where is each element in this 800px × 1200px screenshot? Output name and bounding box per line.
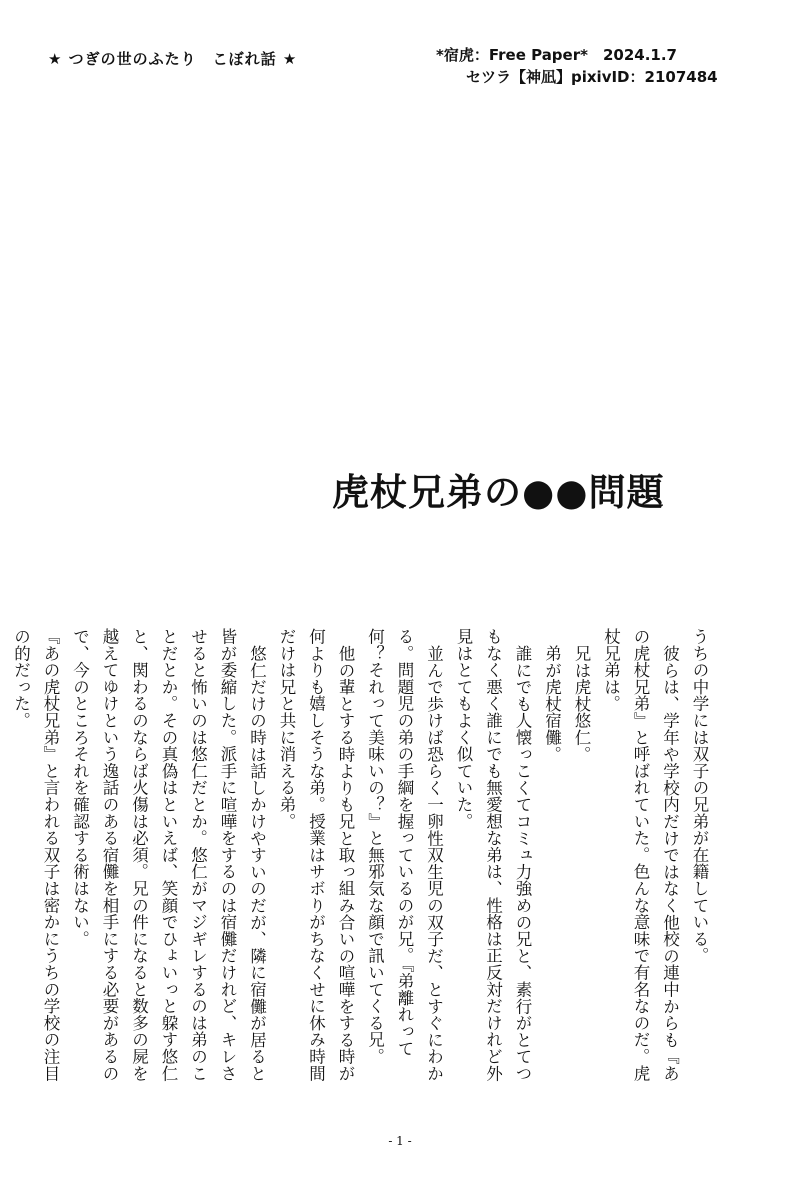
paragraph: 悠仁だけの時は話しかけやすいのだが、隣に宿儺が居ると皆が委縮した。派手に喧嘩をするのは宿儺だけれど、キレさせると怖いのは悠仁だとか。悠仁がマジギレするのは弟のことだとか。その真偽はといえば、笑顔でひょいっと躱す悠仁と、関わるのならば火傷は必須。兄の件になると数多の屍を越えてゆけという逸話のある宿儺を相手にする必要があるので、今のところそれを確認する術はない。 [70,628,267,1082]
series-title: ★ つぎの世のふたり こぼれ話 ★ [48,50,298,68]
paper-info: *宿虎：Free Paper* 2024.1.7 [436,46,677,64]
paragraph: 他の輩とする時よりも兄と取っ組み合いの喧嘩をする時が何よりも嬉しそうな弟。授業はサボりがちなくせに休み時間だけは兄と共に消える弟。 [277,628,355,1082]
story-title: 虎杖兄弟の●●問題 [332,471,665,514]
header-info [436,44,718,88]
paragraph: 並んで歩けば恐らく一卵性双生児の双子だ、とすぐにわかる。問題児の弟の手綱を握っているのが兄。『弟離れって何？それって美味いの？』と無邪気な顔で訊いてくる兄。 [365,628,444,1082]
paragraph: 誰にでも人懐っこくてコミュ力強めの兄と、素行がとてつもなく悪く誰にでも無愛想な弟は、性格は正反対だけれど外見はとてもよく似ていた。 [454,628,532,1082]
paragraph: 彼らは、学年や学校内だけではなく他校の連中からも『あの虎杖兄弟』と呼ばれていた。色んな意味で有名なのだ。虎杖兄弟は。 [601,628,680,1082]
paragraph: 『あの虎杖兄弟』と言われる双子は密かにうちの学校の注目の的だった。 [11,628,60,1082]
author-info: セツラ【神凪】pixivID：2107484 [466,68,718,86]
page-number: - 1 - [388,1134,412,1148]
paragraph: 兄は虎杖悠仁。 [572,644,591,763]
story-body [6,628,714,1090]
paragraph: 弟が虎杖宿儺。 [542,644,562,763]
paragraph: うちの中学には双子の兄弟が在籍している。 [690,628,709,964]
